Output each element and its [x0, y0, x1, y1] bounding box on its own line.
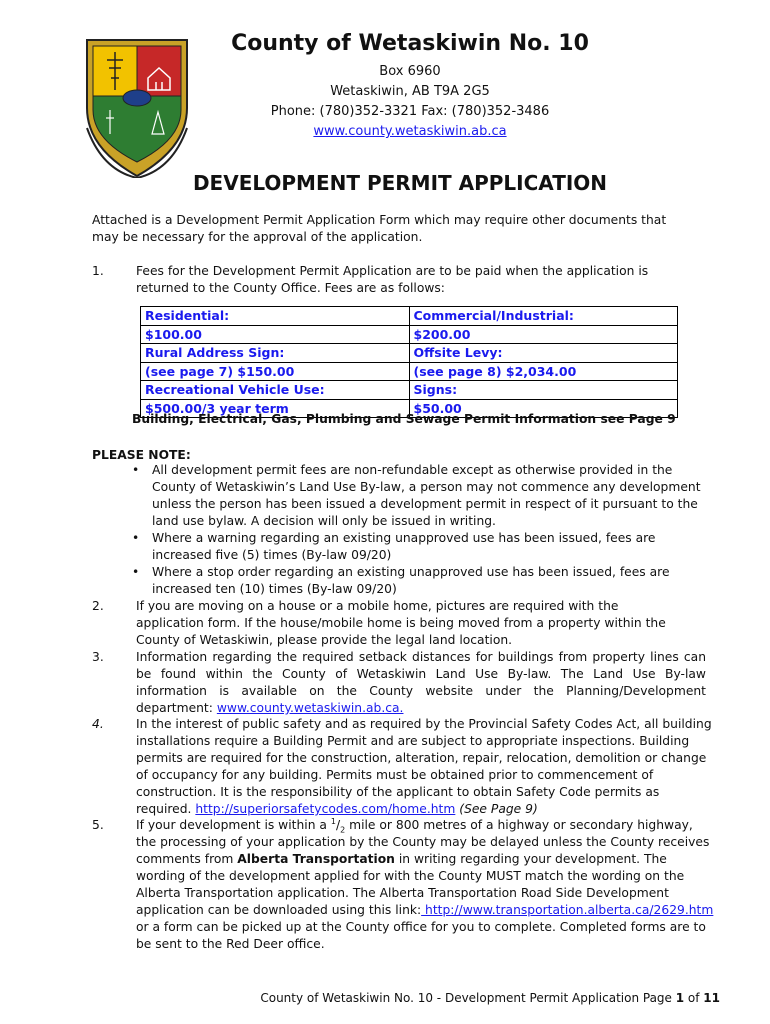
footer-text: County of Wetaskiwin No. 10 - Development Permit Application Page — [260, 991, 676, 1005]
page-total: 11 — [703, 991, 720, 1005]
phone-fax: Phone: (780)352-3321 Fax: (780)352-3486 — [270, 104, 550, 119]
please-note-heading: PLEASE NOTE: — [92, 448, 191, 462]
fraction-denominator: 2 — [340, 825, 346, 835]
alberta-transportation: Alberta Transportation — [237, 852, 395, 866]
item-number: 5. — [92, 818, 104, 832]
table-cell: (see page 8) $2,034.00 — [409, 362, 678, 381]
page-number: 1 — [675, 991, 685, 1005]
county-crest-logo — [82, 38, 192, 178]
item-3-body: Information regarding the required setback distances for buildings from property lines can be found within the County of Wetaskiwin Land Use By-law. The Land Use By-law information is available on the County website under the Planning/Development department: — [136, 650, 706, 715]
intro-paragraph: Attached is a Development Permit Application Form which may require other documents that may be necessary for the approval of the application. — [92, 213, 667, 244]
address-line-2: Wetaskiwin, AB T9A 2G5 — [330, 84, 490, 99]
table-row — [141, 325, 678, 344]
table-cell: Commercial/Industrial: — [409, 307, 678, 326]
table-cell: Signs: — [409, 381, 678, 400]
table-cell: (see page 7) $150.00 — [141, 362, 410, 381]
item-number: 2. — [92, 599, 104, 613]
item-1-text: Fees for the Development Permit Application are to be paid when the application is returned to the County Office. Fees are as follows: — [136, 264, 649, 295]
list-item: • Where a warning regarding an existing unapproved use has been issued, fees are increased five (5) times (By-law 09/20) — [130, 530, 710, 564]
item-5-body-a: If your development is within a — [136, 818, 331, 832]
table-cell: Rural Address Sign: — [141, 344, 410, 363]
website-line — [190, 122, 630, 142]
item-2-text: If you are moving on a house or a mobile home, pictures are required with the application form. If the house/mobile home is being moved from a property within the County of Wetaskiwin, please provide the legal land location. — [136, 599, 666, 647]
table-cell: Recreational Vehicle Use: — [141, 381, 410, 400]
fee-table — [140, 306, 678, 418]
table-row — [141, 344, 678, 363]
website-link[interactable]: www.county.wetaskiwin.ab.ca — [313, 124, 507, 139]
table-cell: $100.00 — [141, 325, 410, 344]
list-item: • Where a stop order regarding an existing unapproved use has been issued, fees are increased ten (10) times (By-law 09/20) — [130, 564, 710, 598]
table-row — [141, 362, 678, 381]
see-page-note: (See Page 9) — [459, 802, 538, 816]
county-website-link[interactable]: www.county.wetaskiwin.ab.ca. — [216, 701, 404, 715]
item-number: 1. — [92, 264, 104, 278]
page-footer — [0, 990, 720, 1007]
item-number: 4. — [92, 717, 104, 731]
transportation-link[interactable]: http://www.transportation.alberta.ca/2629.htm — [421, 903, 714, 917]
item-4-text — [136, 716, 716, 818]
table-cell: $200.00 — [409, 325, 678, 344]
item-number: 3. — [92, 650, 104, 664]
organization-name: County of Wetaskiwin No. 10 — [231, 31, 589, 56]
footer-of: of — [684, 991, 704, 1005]
safety-codes-link[interactable]: http://superiorsafetycodes.com/home.htm — [195, 802, 456, 816]
fraction-numerator: 1 — [330, 816, 336, 826]
permit-info-note: Building, Electrical, Gas, Plumbing and Sewage Permit Information see Page 9 — [132, 412, 676, 426]
table-cell: Residential: — [141, 307, 410, 326]
table-cell: Offsite Levy: — [409, 344, 678, 363]
item-4-body: In the interest of public safety and as required by the Provincial Safety Codes Act, all building installations require a Building Permit and are subject to appropriate inspections. Building permits are required for the construction, alteration, repair, relocation, demolition or change of occupancy for any building. Permits must be obtained prior to commencement of construction. It is the responsibility of the applicant to obtain Safety Code permits as required. — [136, 717, 712, 816]
document-title: DEVELOPMENT PERMIT APPLICATION — [192, 171, 608, 195]
item-5-text: If your development is within a $^1/_2$ mile or 800 metres of a highway or secondary highway, the processing of your application by the County may be delayed unless the County receives comments from Alberta Transportation in writing regarding your development. The wording of the development applied for with the County MUST match the wording on the Alberta Transportation application. The Alberta Transportation Road Side Development application can be downloaded using this link: http://www.transportation.alberta.ca/2629.htm or a form can be picked up at the County office for you to complete. Completed forms are to be sent to the Red Deer office. — [136, 816, 714, 951]
please-note-list — [130, 462, 710, 598]
table-row — [141, 307, 678, 326]
item-5-body-c: in writing regarding your development. The wording of the development applied for with the County MUST match the wording on the Alberta Transportation application. The Alberta Transportation Road Side Development application can be downloaded using this link: — [136, 852, 685, 917]
item-5-body-b: mile or 800 metres of a highway or secondary highway, the processing of your application by the County may be delayed unless the County receives comments from — [136, 818, 710, 866]
item-3-text — [136, 649, 706, 717]
table-cell: $50.00 — [409, 399, 678, 418]
list-item: • All development permit fees are non-refundable except as otherwise provided in the County of Wetaskiwin’s Land Use By-law, a person may not commence any development unless the person has been issued a development permit in respect of it pursuant to the land use bylaw. A decision will only be issued in writing. — [130, 462, 710, 530]
table-row — [141, 381, 678, 400]
table-cell: $500.00/3 year term — [141, 399, 410, 418]
address-line-1: Box 6960 — [379, 64, 441, 79]
item-5-body-d: or a form can be picked up at the County office for you to complete. Completed forms are to be sent to the Red Deer office. — [136, 920, 706, 951]
